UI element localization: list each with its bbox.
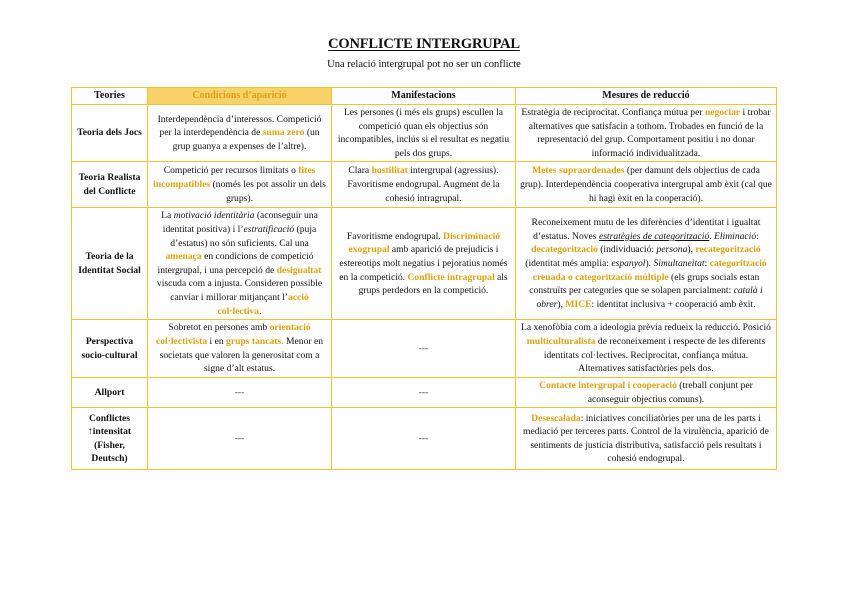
table-row — [72, 105, 777, 162]
highlight-term: recategorització — [695, 244, 761, 256]
text-run: (identitat més amplia: — [525, 257, 612, 269]
text-run: i en — [207, 336, 227, 348]
italic-term: Simultaneitat — [653, 257, 705, 269]
highlight-term: hostilitat — [371, 165, 408, 177]
text-run: intergrupal (agressius). Favoritisme endogrupal. Augment de la cohesió intragrupal. — [347, 165, 500, 204]
measures-cell — [515, 208, 776, 320]
text-run: (per damunt dels objectius de cada grup). Interdependència cooperativa intergrupal amb èxit (cal que hi hagi èxit en la cooperació). — [520, 165, 772, 204]
table-row — [72, 408, 777, 470]
highlight-term: MICE — [565, 298, 592, 310]
italic-term: estratègies de categorització — [598, 230, 710, 242]
theory-name: Perspectiva socio-cultural — [72, 320, 148, 378]
highlight-term: decategorització — [531, 244, 598, 256]
highlight-term: orientació col·lectivista — [155, 322, 311, 348]
text-run: : — [704, 257, 710, 269]
text-run: en condicions de competició intergrupal, i una percepció de — [157, 251, 314, 276]
manifestations-cell — [332, 105, 516, 162]
text-run: viscuda com a injusta. Consideren possible canviar i millorar mitjançant l’ — [156, 278, 323, 303]
text-run: ), — [687, 244, 696, 256]
highlight-term: amenaça — [165, 251, 202, 263]
table-row — [72, 162, 777, 208]
theory-name: Conflictes ↑intensitat (Fisher, Deutsch) — [72, 408, 148, 470]
page-title: CONFLICTE INTERGRUPAL — [328, 36, 520, 52]
conditions-cell — [148, 378, 332, 408]
highlight-term: Contacte intergrupal i cooperació — [539, 380, 677, 392]
italic-term: espanyol — [611, 257, 646, 269]
table-row — [72, 378, 777, 408]
highlight-term: Conflicte intragrupal — [407, 271, 495, 283]
text-run: Competició per recursos limitats o — [163, 165, 299, 177]
conditions-cell — [148, 208, 332, 320]
conditions-cell — [148, 105, 332, 162]
manifestations-cell — [332, 378, 516, 408]
text-run: : — [756, 230, 759, 242]
theory-name: Teoria de la Identitat Social — [72, 208, 148, 320]
italic-term: Eliminació — [714, 230, 757, 242]
header-manifestations: Manifestacions — [332, 88, 516, 105]
text-run: amb aparició de prejudicis i estereotips molt negatius i pejoratius només en la competició. — [339, 244, 508, 283]
italic-term: català i obrer — [536, 285, 763, 310]
highlight-term: grups tancats. — [226, 336, 284, 348]
italic-term: persona — [656, 244, 688, 256]
page-subtitle: Una relació intergrupal pot no ser un conflicte — [327, 59, 521, 70]
manifestations-cell — [332, 162, 516, 208]
text-run: i trobar alternatives que satisfacin a tothom. Trobades en funció de la representació del grup. Comportament positiu i no donar informació individualitzada. — [528, 107, 771, 159]
highlight-term: negociar — [704, 107, 741, 118]
conditions-cell — [148, 162, 332, 208]
text-run: als grups perdedors en la competició. — [358, 271, 508, 297]
highlight-term: categorització creuada o categorització múltiple — [532, 257, 767, 283]
text-run: La — [161, 210, 174, 222]
theory-name: Teoria dels Jocs — [72, 105, 148, 162]
manifestations-cell — [332, 408, 516, 470]
text-run: : iniciatives conciliatòries per una de les parts i mediació per terceres parts. Control de la virulència, aparició de sentiments de justícia distributiva, satisfacció pels resultats i cohesió endogrupal. — [523, 412, 769, 465]
highlight-term: desigualtat — [276, 264, 322, 276]
conditions-cell — [148, 320, 332, 378]
text-run: (un grup guanya a expenses de l’altre). — [172, 127, 320, 152]
text-run: . — [709, 230, 715, 242]
theory-name: Allport — [72, 378, 148, 408]
manifestations-cell — [332, 208, 516, 320]
table-row — [72, 208, 777, 320]
header-measures: Mesures de reducció — [515, 88, 776, 105]
measures-cell — [515, 378, 776, 408]
text-run: --- — [418, 386, 429, 398]
header-conditions: Condicions d’aparició — [148, 88, 332, 105]
text-run: Favoritisme endogrupal. — [346, 230, 444, 242]
text-run: Estratègia de reciprocitat. Confiança mútua per — [521, 107, 705, 118]
text-run: Interdependència d’interessos. Competició per la interdependència de — [157, 113, 322, 139]
text-run: (puja d’estatus) no són suficients. Cal una — [170, 223, 317, 249]
text-run: --- — [418, 342, 429, 354]
text-run: (individuació: — [597, 244, 657, 256]
highlight-term: Metes supraordenades — [532, 165, 625, 177]
text-run: . — [259, 305, 262, 317]
highlight-term: Desescalada — [531, 412, 581, 424]
italic-term: estratificació — [243, 223, 295, 235]
table-header-row — [72, 88, 777, 105]
table-row — [72, 320, 777, 378]
text-run: (només les pot assolir un dels grups). — [210, 179, 326, 204]
measures-cell — [515, 162, 776, 208]
measures-cell — [515, 105, 776, 162]
highlight-term: suma zero — [262, 127, 305, 139]
theory-name: Teoria Realista del Conflicte — [72, 162, 148, 208]
measures-cell — [515, 320, 776, 378]
text-run: Menor en societats que valoren la generositat com a signe d’alt estatus. — [159, 336, 324, 375]
text-run: --- — [418, 433, 429, 445]
text-run: --- — [234, 433, 245, 445]
text-run: : identitat inclusiva + cooperació amb èxit. — [591, 298, 756, 310]
text-run: Reconeixement mutu de les diferències d’identitat i igualtat d’estatus. Noves — [531, 217, 761, 242]
highlight-term: Discriminació exogrupal — [348, 230, 501, 256]
text-run: Clara — [348, 165, 372, 177]
text-run: (els grups socials estan construïts per categories que se solapen parcialment: — [529, 271, 760, 297]
measures-cell — [515, 408, 776, 470]
header-theories: Teories — [72, 88, 148, 105]
text-run: (treball conjunt per aconseguir objectius comuns). — [587, 380, 753, 405]
conditions-cell — [148, 408, 332, 470]
manifestations-cell — [332, 320, 516, 378]
table-body — [72, 105, 777, 470]
theories-table — [71, 87, 777, 470]
highlight-term: acció col·lectiva — [217, 291, 309, 317]
highlight-term: fites incompatibles — [153, 165, 316, 191]
text-run: de reconeixement i respecte de les diferents identitats col·lectives. Reciprocitat, confiança mútua. Alternatives satisfactòries pels dos. — [543, 336, 766, 375]
text-run: (aconseguir una identitat positiva) i l’ — [162, 210, 318, 235]
text-run: La xenofòbia com a ideologia prèvia redueix la reducció. Posició — [521, 322, 771, 334]
text-run: ), — [557, 298, 566, 310]
text-run: ). — [645, 257, 654, 269]
highlight-term: multiculturalista — [526, 336, 596, 348]
text-run: Les persones (i més els grups) escullen la competició quan els objectius són incompatibles, inclús si el resultat es negatiu pels dos grups. — [337, 107, 510, 159]
text-run: --- — [234, 386, 245, 398]
italic-term: motivació identitària — [173, 210, 255, 222]
text-run: Sobretot en persones amb — [168, 322, 270, 334]
